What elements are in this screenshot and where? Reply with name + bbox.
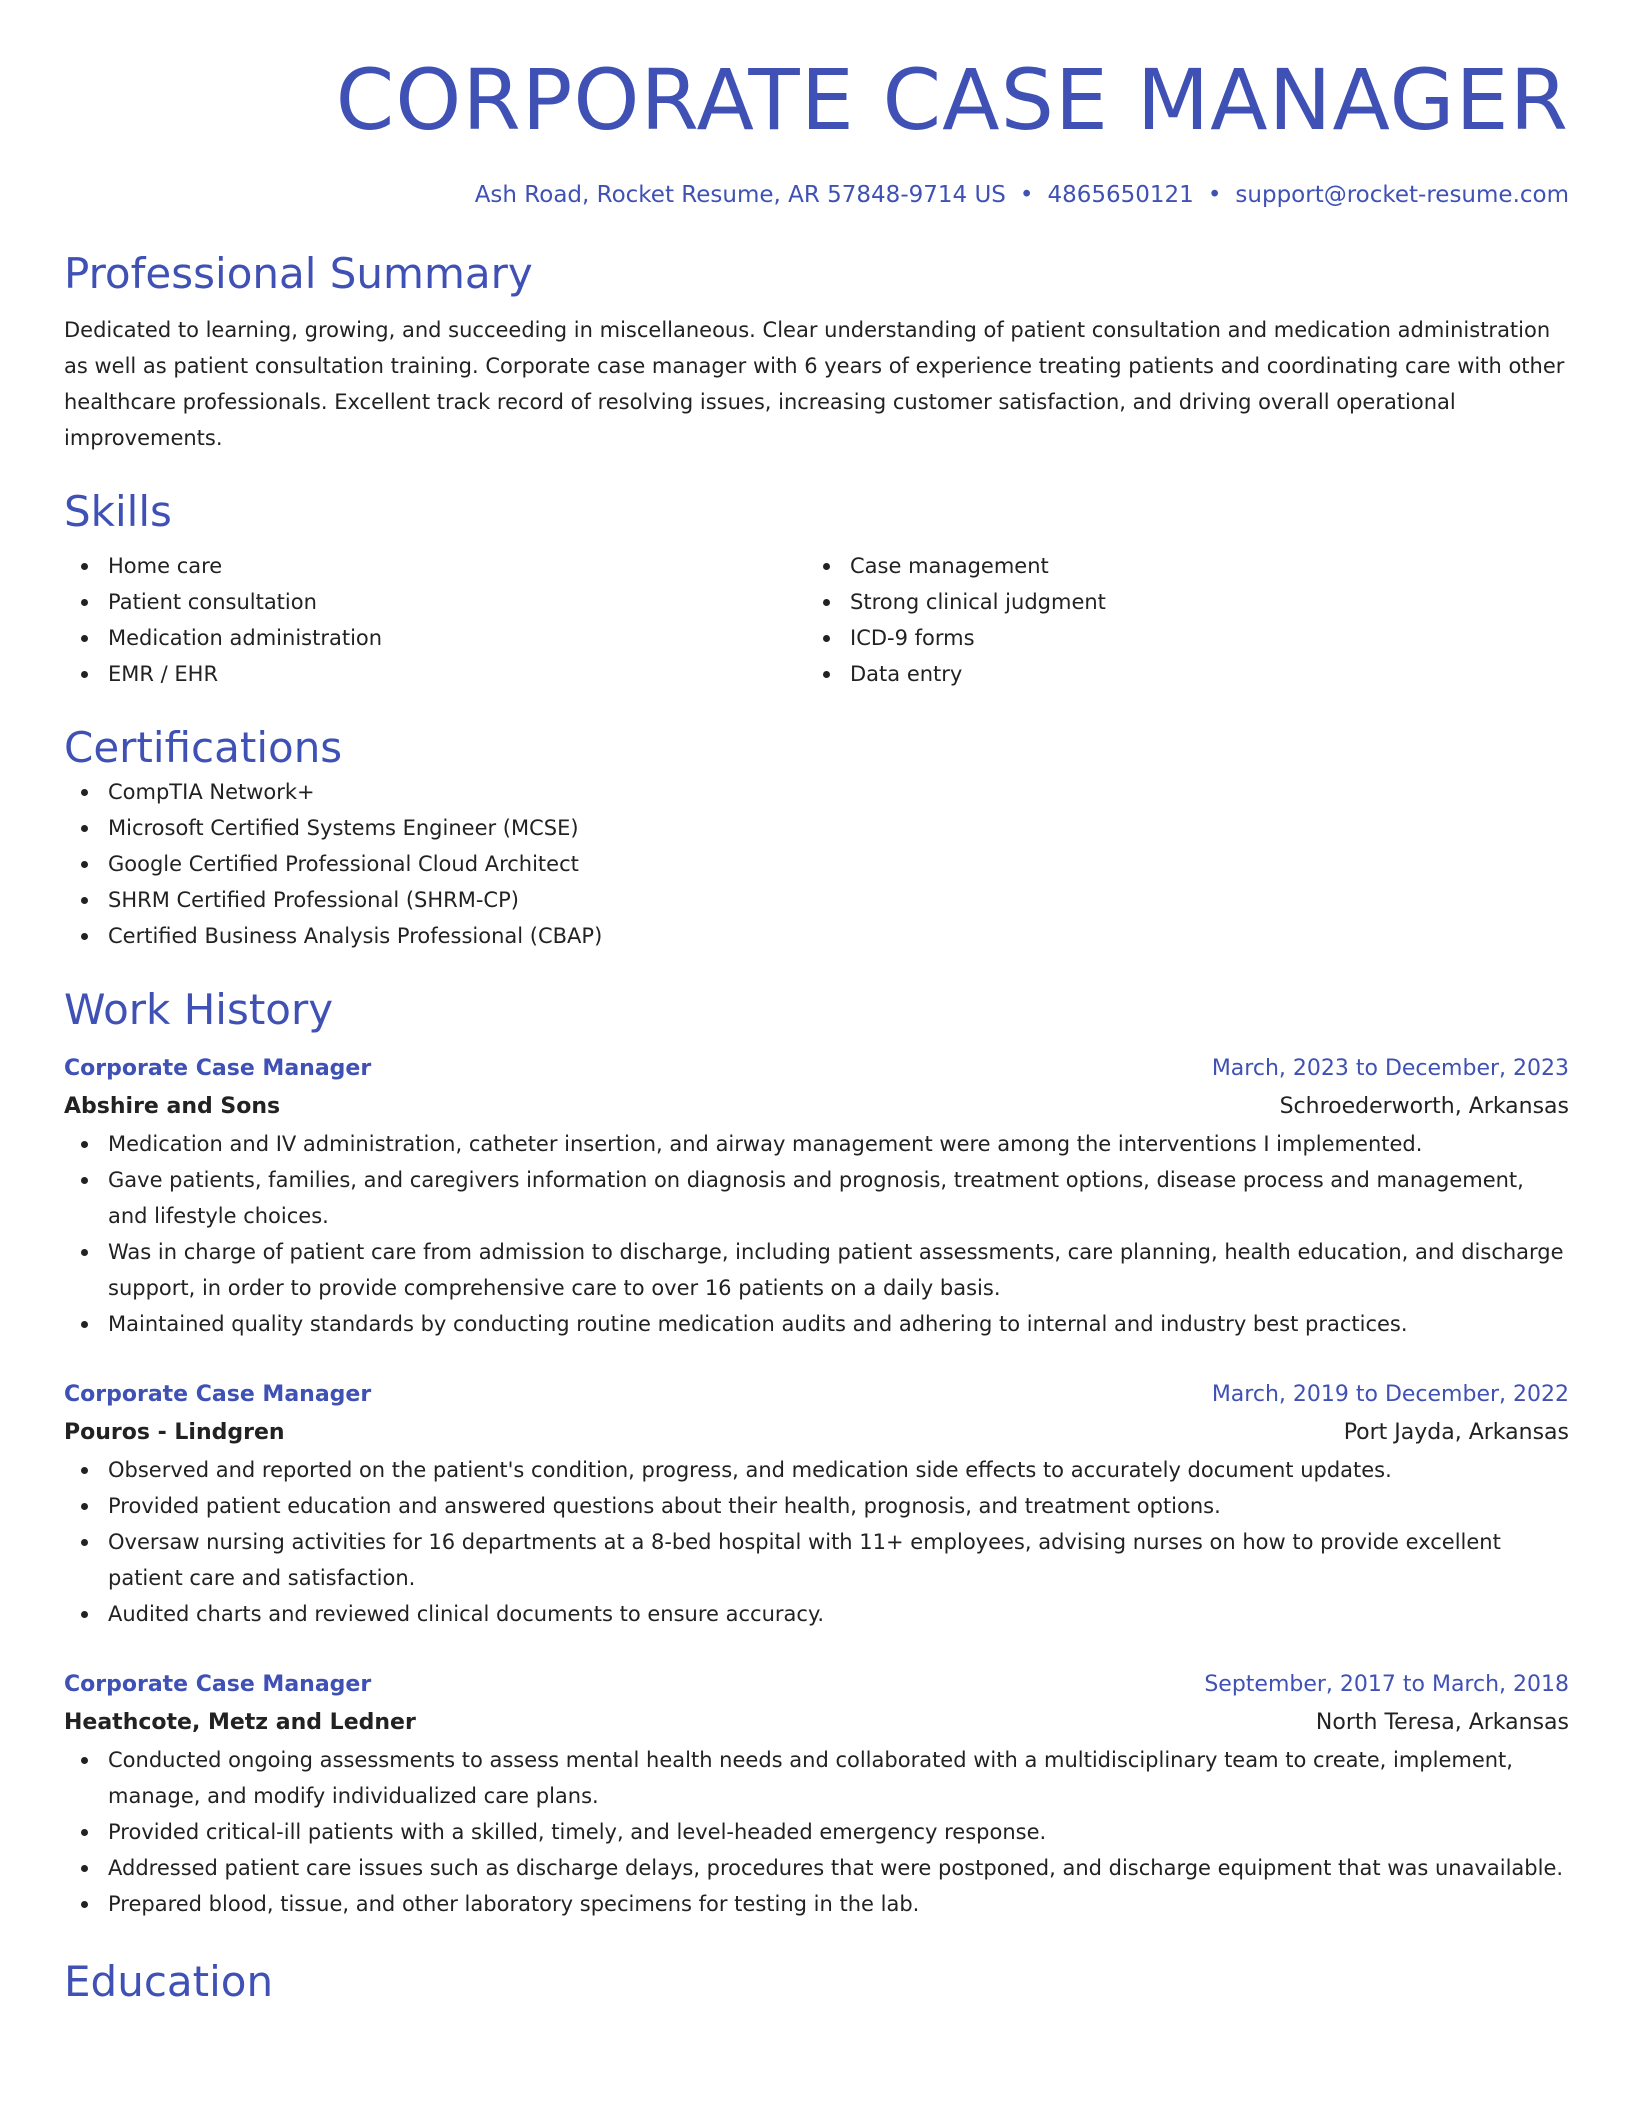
summary-text: Dedicated to learning, growing, and succeeding in miscellaneous. Clear understanding of patient consultation and medication administration as well as patient consultation training. Corporate case manager with 6 years of experience treating patients and coordinating care with other healthcare professionals. Excellent track record of resolving issues, increasing customer satisfaction, and driving overall operational improvements.	[64, 318, 1565, 450]
job-bullet: Oversaw nursing activities for 16 departments at a 8-bed hospital with 11+ employees, advising nurses on how to provide excellent patient care and satisfaction.	[64, 1524, 1569, 1596]
job-bullet: Maintained quality standards by conducting routine medication audits and adhering to internal and industry best practices.	[64, 1306, 1569, 1342]
job-bullet: Addressed patient care issues such as discharge delays, procedures that were postponed, and discharge equipment that was unavailable.	[64, 1850, 1569, 1886]
skills-column-left	[64, 548, 806, 692]
job-company-row	[64, 1088, 1569, 1126]
skills-grid	[64, 548, 1569, 692]
job-bullet: Conducted ongoing assessments to assess mental health needs and collaborated with a multidisciplinary team to create, implement, manage, and modify individualized care plans.	[64, 1742, 1569, 1814]
skill-item: ICD-9 forms	[806, 620, 1548, 656]
contact-phone: 4865650121	[1047, 182, 1194, 208]
job-location: Port Jayda, Arkansas	[1343, 1420, 1569, 1445]
job-company: Heathcote, Metz and Ledner	[64, 1710, 416, 1735]
job-location: North Teresa, Arkansas	[1315, 1710, 1569, 1735]
skill-item: Data entry	[806, 656, 1548, 692]
skill-item: Home care	[64, 548, 806, 584]
job-bullet: Medication and IV administration, catheter insertion, and airway management were among the interventions I implemented.	[64, 1126, 1569, 1162]
job-company-row	[64, 1704, 1569, 1742]
certifications-list	[64, 774, 1569, 954]
certification-item: Microsoft Certified Systems Engineer (MCSE)	[64, 810, 1569, 846]
job-entry	[64, 1376, 1569, 1632]
job-bullet: Provided critical-ill patients with a skilled, timely, and level-headed emergency response.	[64, 1814, 1569, 1850]
job-bullet: Provided patient education and answered questions about their health, prognosis, and treatment options.	[64, 1488, 1569, 1524]
job-bullet: Gave patients, families, and caregivers information on diagnosis and prognosis, treatment options, disease process and management, and lifestyle choices.	[64, 1162, 1569, 1234]
certification-item: Google Certified Professional Cloud Architect	[64, 846, 1569, 882]
job-entry	[64, 1050, 1569, 1342]
job-title: Corporate Case Manager	[64, 1382, 372, 1407]
job-dates: March, 2019 to December, 2022	[1211, 1382, 1569, 1407]
job-company-row	[64, 1414, 1569, 1452]
section-title-education: Education	[64, 1957, 274, 2006]
job-bullets	[64, 1452, 1569, 1632]
certification-item: Certified Business Analysis Professional (CBAP)	[64, 918, 1569, 954]
job-company: Abshire and Sons	[64, 1094, 281, 1119]
job-location: Schroederworth, Arkansas	[1279, 1094, 1569, 1119]
job-dates: March, 2023 to December, 2023	[1211, 1056, 1569, 1081]
skill-item: EMR / EHR	[64, 656, 806, 692]
job-title: Corporate Case Manager	[64, 1056, 372, 1081]
skill-item: Patient consultation	[64, 584, 806, 620]
certification-item: CompTIA Network+	[64, 774, 1569, 810]
section-title-certifications: Certifications	[64, 723, 343, 772]
contact-email[interactable]: support@rocket-resume.com	[1235, 182, 1569, 208]
skill-item: Case management	[806, 548, 1548, 584]
skills-list-right	[806, 548, 1548, 692]
resume-page	[64, 0, 1569, 2008]
job-bullet: Prepared blood, tissue, and other laboratory specimens for testing in the lab.	[64, 1886, 1569, 1922]
contact-separator: •	[1019, 182, 1034, 208]
section-title-summary: Professional Summary	[64, 249, 533, 298]
skill-item: Strong clinical judgment	[806, 584, 1548, 620]
job-entry	[64, 1666, 1569, 1922]
job-bullet: Was in charge of patient care from admission to discharge, including patient assessments, care planning, health education, and discharge support, in order to provide comprehensive care to over 16 patients on a daily basis.	[64, 1234, 1569, 1306]
candidate-title: CORPORATE CASE MANAGER	[335, 51, 1569, 149]
certification-item: SHRM Certified Professional (SHRM-CP)	[64, 882, 1569, 918]
resume-header	[64, 0, 1569, 210]
job-company: Pouros - Lindgren	[64, 1420, 285, 1445]
job-title-row	[64, 1666, 1569, 1704]
job-title-row	[64, 1376, 1569, 1414]
contact-address: Ash Road, Rocket Resume, AR 57848-9714 US	[474, 182, 1006, 208]
section-title-work-history: Work History	[64, 985, 334, 1034]
contact-separator: •	[1207, 182, 1222, 208]
job-dates: September, 2017 to March, 2018	[1204, 1672, 1569, 1697]
job-title-row	[64, 1050, 1569, 1088]
job-bullets	[64, 1742, 1569, 1922]
job-bullet: Audited charts and reviewed clinical documents to ensure accuracy.	[64, 1596, 1569, 1632]
section-title-skills: Skills	[64, 487, 172, 536]
skills-column-right	[806, 548, 1548, 692]
job-title: Corporate Case Manager	[64, 1672, 372, 1697]
job-bullets	[64, 1126, 1569, 1342]
job-bullet: Observed and reported on the patient's condition, progress, and medication side effects to accurately document updates.	[64, 1452, 1569, 1488]
skill-item: Medication administration	[64, 620, 806, 656]
skills-list-left	[64, 548, 806, 692]
contact-line	[64, 180, 1569, 210]
